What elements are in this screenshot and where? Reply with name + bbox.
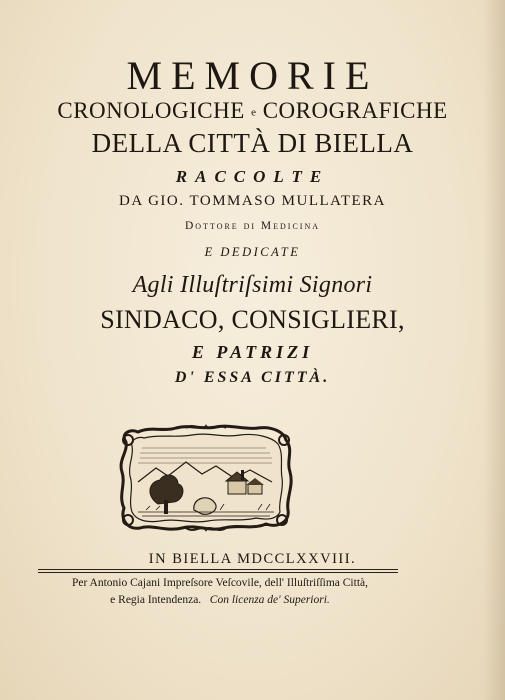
title-cronologiche-b: COROGRAFICHE [262,98,448,123]
printer-line: Per Antonio Cajani Impreſsore Veſcovile, dell' Illuſtriſſima Città, [71,577,368,589]
title-citta-biella: DELLA CITTÀ DI BIELLA [91,128,414,158]
imprint-rule-bottom [38,572,398,573]
author-line: DA GIO. TOMMASO MULLATERA [119,193,386,209]
title-memorie: MEMORIE [126,53,379,98]
imprint-place-date: IN BIELLA MDCCLXXVIII. [148,551,357,567]
dedication-intro: E DEDICATE [204,245,301,259]
title-cronologiche-a: CRONOLOGICHE [57,98,245,123]
license-note: Con licenza de' Superiori. [209,594,330,606]
engraved-vignette [116,424,294,532]
dedication-line: Agli Illuſtriſsimi Signori [132,272,373,298]
imprint-rule-top [38,569,398,570]
title-conjunction: e [251,106,257,119]
dedicatees-patrizi: E PATRIZI [191,342,314,362]
dedicatees-line: SINDACO, CONSIGLIERI, [100,305,405,334]
dedicatees-citta: D' ESSA CITTÀ. [174,369,331,386]
subtitle-raccolte: RACCOLTE [175,167,330,186]
author-title: Dottore di Medicina [184,220,320,232]
printer-line-2 [30,594,410,606]
title-cronologiche [0,98,505,124]
printer-line-2-a: e Regia Intendenza. [110,594,202,606]
